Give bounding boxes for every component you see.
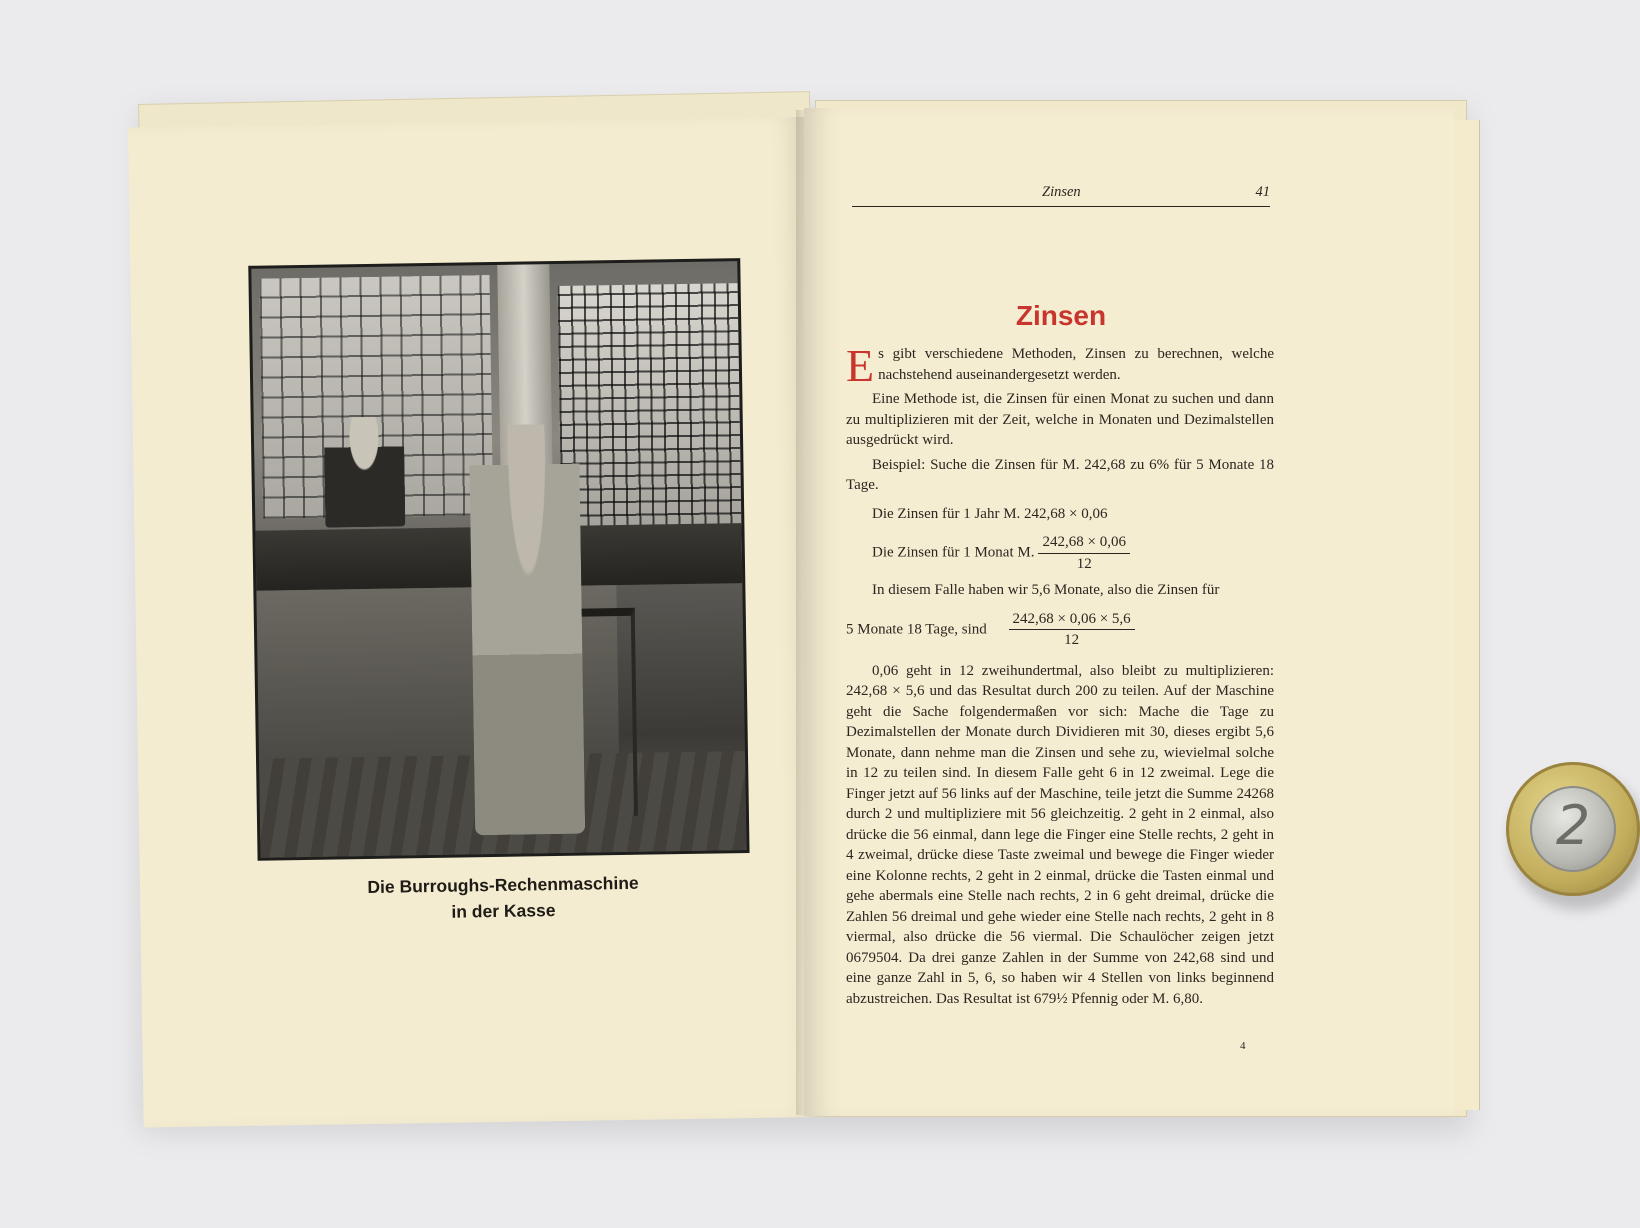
formula-month-denominator: 12 [1076,555,1092,572]
bank-counter-photo [251,261,746,858]
paragraph-4: In diesem Falle haben wir 5,6 Monate, also die Zinsen für [872,582,1220,598]
paragraph-5: 0,06 geht in 12 zweihundertmal, also bleibt zu multiplizieren: 242,68 × 5,6 und das Resultat durch 200 zu teilen. Auf der Maschine geht die Sache folgendermaßen vor sich: Mache die Tage zu Dezimalstellen der Monate durch Dividieren mit 30, dieses ergibt 5,6 Monate, dann nehme man die Zinsen und sehe zu, wievielmal solche in 12 zu teilen sind. In diesem Falle geht 6 in 12 zweimal. Lege die Finger jetzt auf 56 links auf der Maschine, teile jetzt die Summe 24268 durch 2 und multipliziere mit 56 gleichzeitig. 2 geht in 2 einmal, also drücke die 56 einmal, dann lege die Finger eine Stelle rechts, 2 geht in 4 zweimal, drücke diese Taste zweimal und bewege die Finger wieder eine Kolonne rechts, 2 geht in 2 einmal, drücke die Tasten einmal und gehe abermals eine Stelle nach rechts, 2 in 6 geht dreimal, drücke die Zahlen 56 dreimal und gehe wieder eine Stelle nach rechts, 2 geht in 8 viermal, also drücke die 56 viermal. Die Schaulöcher zeigen jetzt 0679504. Da drei ganze Zahlen in der Summe von 242,68 sind und eine ganze Zahl in 5, 6, so haben wir 4 Stellen von links beginnend abzustreichen. Das Resultat ist 679½ Pfennig oder M. 6,80. [846,662,1274,1007]
signature-mark: 4 [1240,1040,1246,1052]
photo-clerk [324,416,406,527]
caption-line-2: in der Kasse [451,900,556,922]
right-page [804,108,1454,1116]
left-page [128,117,824,1128]
formula-month-label: Die Zinsen für 1 Monat M. [872,544,1035,561]
paragraph-3: Beispiel: Suche die Zinsen für M. 242,68 zu 6% für 5 Monate 18 Tage. [846,456,1274,493]
paragraph-1 [846,340,1274,391]
running-head [852,182,1270,207]
page-number: 41 [1255,184,1270,200]
euro-coin [1506,762,1640,896]
drop-cap: E [846,340,875,391]
coin-denomination: 2 [1555,794,1591,857]
formula-month-numerator: 242,68 × 0,06 [1038,532,1129,554]
photo-plate [248,258,749,861]
paragraph-2: Eine Methode ist, die Zinsen für einen Monat zu suchen und dann zu multiplizieren mit der Zeit, welche in Monaten und Dezimalstellen ausgedrückt wird. [846,391,1274,448]
coin-center [1530,786,1616,872]
paragraph-1-text: s gibt verschiedene Methoden, Zinsen zu berechnen, welche nachstehend auseinandergesetzt werden. [878,346,1274,383]
formula-month-fraction [1038,532,1129,574]
running-head-title: Zinsen [1042,184,1081,200]
chapter-title: Zinsen [1015,300,1107,331]
photo-customer [469,424,585,836]
body-text [846,340,1274,1013]
formula-year: Die Zinsen für 1 Jahr M. 242,68 × 0,06 [872,505,1108,522]
formula-total [846,609,1274,651]
photo-stool [577,608,638,817]
caption-line-1: Die Burroughs-Rechenmaschine [367,872,639,898]
photo-grille [558,283,742,556]
formula-total-fraction [1009,609,1135,651]
formula-total-numerator: 242,68 × 0,06 × 5,6 [1009,609,1135,631]
formula-month [872,532,1274,574]
formula-total-label: 5 Monate 18 Tage, sind [846,620,987,637]
formula-total-denominator: 12 [1064,632,1080,648]
photo-caption [258,868,749,928]
